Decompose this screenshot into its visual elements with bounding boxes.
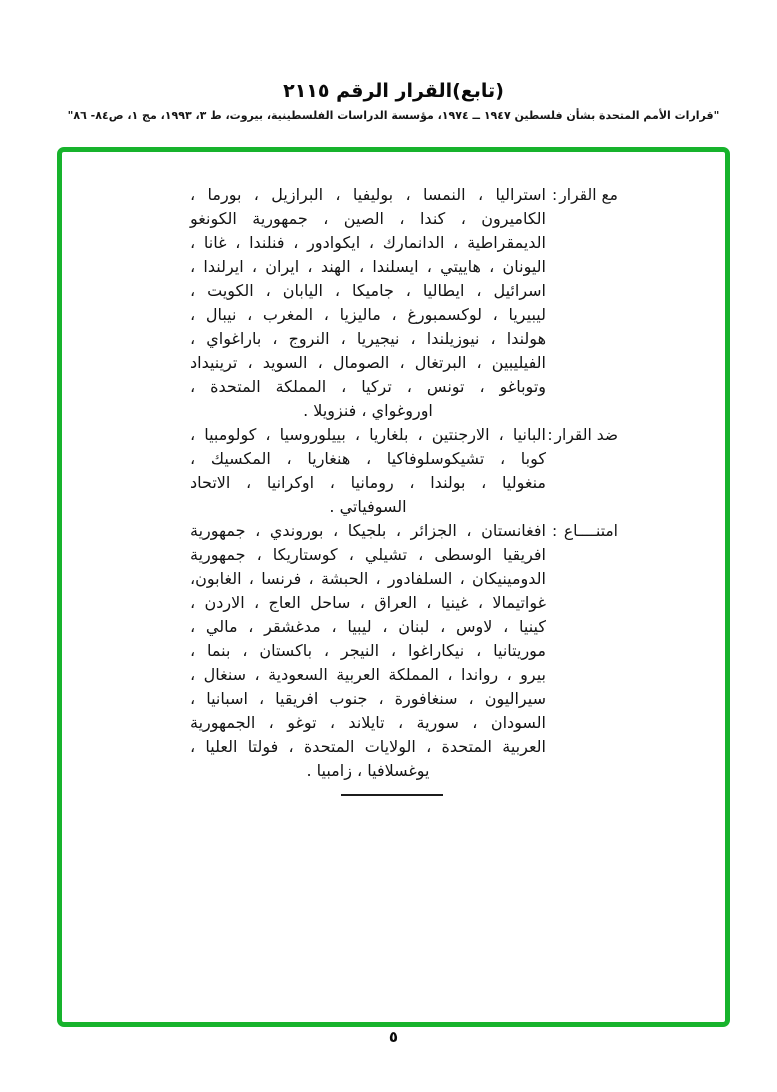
country-list-line: اليونان ، هاييتي ، ايسلندا ، الهند ، ايران ، ايرلندا ،	[190, 257, 546, 276]
country-list-line: الديمقراطية ، الدانمارك ، ايكوادور ، فنلندا ، غانا ،	[190, 233, 546, 252]
section-lines	[190, 519, 546, 783]
country-list-line: سيراليون ، سنغافورة ، جنوب افريقيا ، اسبانيا ،	[190, 689, 546, 708]
section-against-resolution	[190, 423, 618, 519]
country-list-line: افريقيا الوسطى ، تشيلي ، كوستاريكا ، جمهورية	[190, 545, 546, 564]
page-number: ٥	[388, 1028, 399, 1046]
country-list-line: وتوباغو ، تونس ، تركيا ، المملكة المتحدة ،	[190, 377, 546, 396]
country-list-line: الدومينيكان ، السلفادور ، الحبشة ، فرنسا ، الغابون،	[190, 569, 546, 588]
section-label	[552, 519, 618, 543]
country-list-line: البانيا ، الارجنتين ، بلغاريا ، بييلوروسيا ، كولومبيا ،	[190, 425, 546, 444]
page-header	[57, 80, 730, 122]
country-list-line: السوفياتي .	[329, 497, 407, 516]
label-colon: :	[552, 186, 558, 204]
country-list-line: ليبيريا ، لوكسمبورغ ، ماليزيا ، المغرب ، نيبال ،	[190, 305, 546, 324]
section-label-text: مع القرار	[559, 186, 618, 204]
section-label	[547, 423, 618, 447]
country-list-line: هولندا ، نيوزيلندا ، نيجيريا ، النروج ، باراغواي ،	[190, 329, 546, 348]
section-label	[552, 183, 618, 207]
country-list-line: العربية المتحدة ، الولايات المتحدة ، فولتا العليا ،	[190, 737, 546, 756]
source-citation: "قرارات الأمم المتحدة بشأن فلسطين ١٩٤٧ ــ ١٩٧٤، مؤسسة الدراسات الفلسطينية، بيروت، ط ٣، ١٩٩٣، مج ١، ص٨٤- ٨٦"	[67, 109, 720, 122]
country-list-line: كوبا ، تشيكوسلوفاكيا ، هنغاريا ، المكسيك ،	[190, 449, 546, 468]
section-with-resolution	[190, 183, 618, 423]
country-list-line: اوروغواي ، فنزويلا .	[303, 401, 433, 420]
country-list-line: السودان ، سورية ، تايلاند ، توغو ، الجمهورية	[190, 713, 546, 732]
country-list-line: استراليا ، النمسا ، بوليفيا ، البرازيل ، بورما ،	[190, 185, 546, 204]
country-list-line: الفيليبين ، البرتغال ، الصومال ، السويد ، ترينيداد	[190, 353, 546, 372]
country-list-line: منغوليا ، بولندا ، رومانيا ، اوكرانيا ، الاتحاد	[190, 473, 546, 492]
section-lines	[190, 183, 546, 423]
country-list-line: اسرائيل ، ايطاليا ، جاميكا ، اليابان ، الكويت ،	[190, 281, 546, 300]
country-list-line: موريتانيا ، نيكاراغوا ، النيجر ، باكستان ، بنما ،	[190, 641, 546, 660]
country-list-line: كينيا ، لاوس ، لبنان ، ليبيا ، مدغشقر ، مالي ،	[190, 617, 546, 636]
country-list-line: افغانستان ، الجزائر ، بلجيكا ، بوروندي ، جمهورية	[190, 521, 546, 540]
section-abstain	[190, 519, 618, 783]
label-colon: :	[547, 426, 553, 444]
section-label-text: ضد القرار	[554, 426, 618, 444]
section-label-text: امتنــــاع	[563, 522, 618, 540]
country-list-line: يوغسلافيا ، زامبيا .	[306, 761, 430, 780]
label-colon: :	[552, 522, 558, 540]
section-lines	[190, 423, 546, 519]
end-rule-divider	[341, 794, 443, 796]
resolution-title: (تابع)القرار الرقم ٢١١٥	[283, 80, 504, 102]
voting-record	[190, 183, 618, 796]
country-list-line: غواتيمالا ، غينيا ، العراق ، ساحل العاج ، الاردن ،	[190, 593, 546, 612]
country-list-line: الكاميرون ، كندا ، الصين ، جمهورية الكونغو	[190, 209, 546, 228]
country-list-line: بيرو ، رواندا ، المملكة العربية السعودية ، سنغال ،	[190, 665, 546, 684]
